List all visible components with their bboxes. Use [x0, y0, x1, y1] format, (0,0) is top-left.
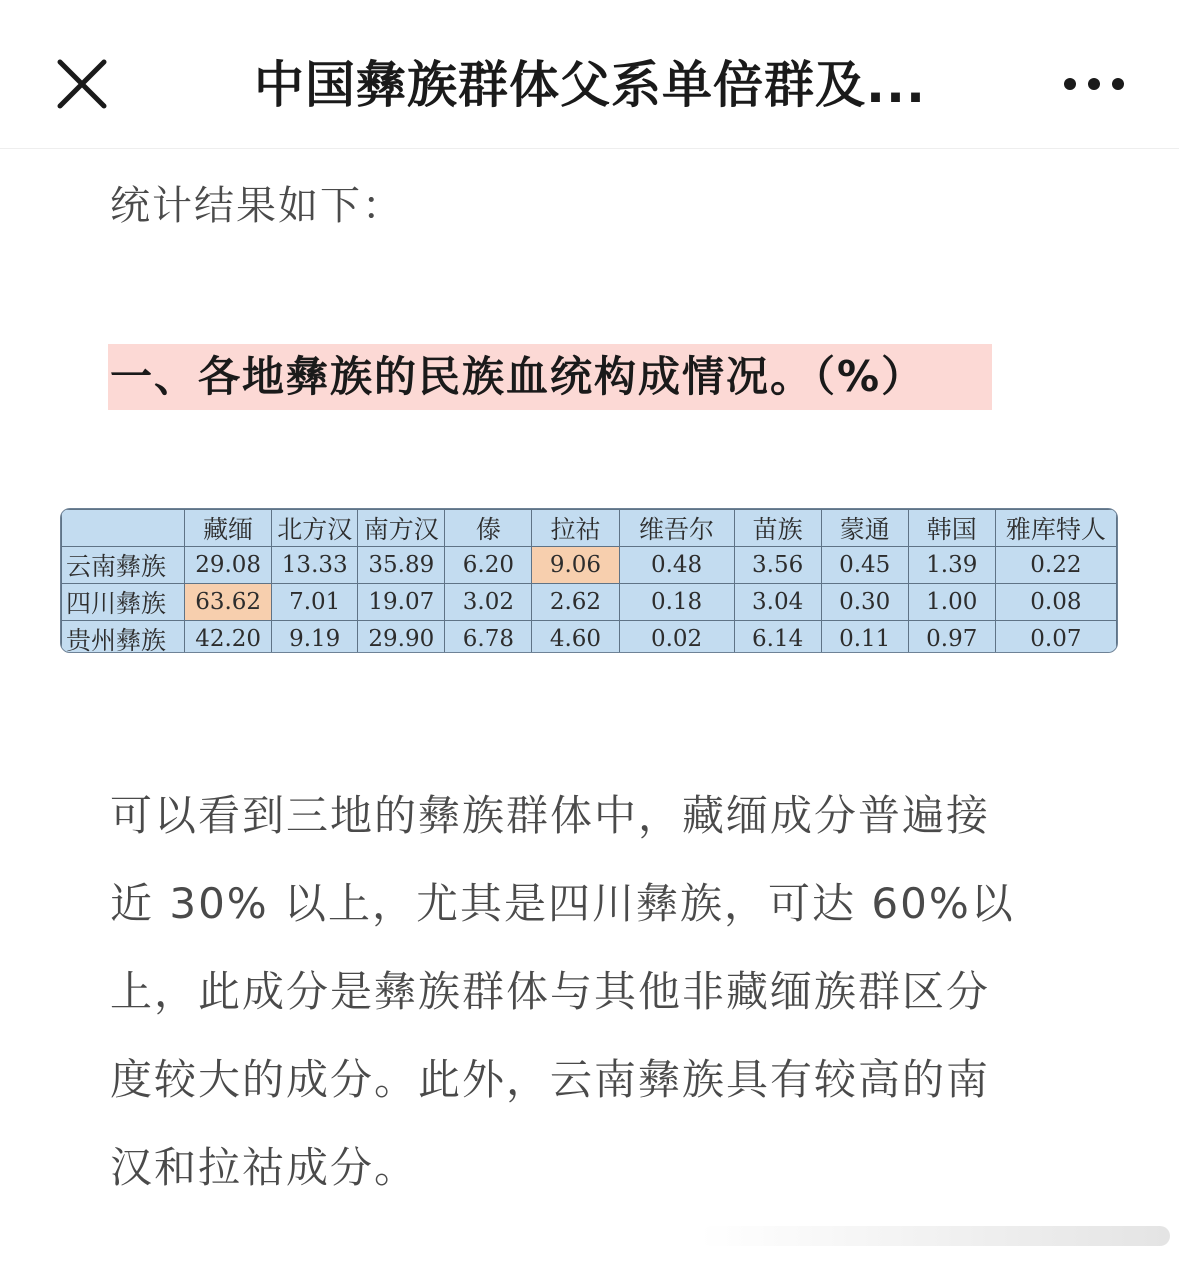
table-header-cell: 韩国: [908, 510, 995, 547]
table-header-cell: 北方汉: [272, 510, 358, 547]
paragraph-line: 可以看到三地的彝族群体中，藏缅成分普遍接: [110, 791, 991, 840]
intro-text: 统计结果如下：: [110, 183, 404, 229]
highlighted-cell: 63.62: [185, 584, 272, 621]
table-cell: 0.45: [821, 547, 908, 584]
row-label: 云南彝族: [62, 547, 185, 584]
paragraph-line: 上，此成分是彝族群体与其他非藏缅族群区分: [110, 967, 991, 1016]
table-cell: 0.07: [995, 621, 1116, 654]
table-cell: 0.18: [619, 584, 734, 621]
close-icon: [50, 52, 114, 116]
watermark-strip: [700, 1226, 1170, 1246]
table-row: [62, 584, 1117, 621]
table-cell: 1.39: [908, 547, 995, 584]
table-cell: 9.19: [272, 621, 358, 654]
highlighted-cell: 9.06: [532, 547, 619, 584]
table-cell: 19.07: [358, 584, 445, 621]
table-cell: 6.14: [734, 621, 821, 654]
table-cell: 3.56: [734, 547, 821, 584]
table-header-cell: 雅库特人: [995, 510, 1116, 547]
table-header-cell: 苗族: [734, 510, 821, 547]
table-cell: 0.48: [619, 547, 734, 584]
table-header-cell: 拉祜: [532, 510, 619, 547]
table-row: [62, 547, 1117, 584]
table-cell: 2.62: [532, 584, 619, 621]
top-nav-bar: [0, 0, 1179, 149]
table-cell: 29.08: [185, 547, 272, 584]
paragraph-line: 近 30% 以上，尤其是四川彝族，可达 60%以: [110, 879, 1015, 928]
paragraph-line: 度较大的成分。此外，云南彝族具有较高的南: [110, 1055, 991, 1104]
table-row: [62, 621, 1117, 654]
table-header-cell: 藏缅: [185, 510, 272, 547]
row-label: 贵州彝族: [62, 621, 185, 654]
section-heading: [108, 344, 992, 410]
table-cell: 6.20: [445, 547, 532, 584]
table-cell: 42.20: [185, 621, 272, 654]
ancestry-table-image[interactable]: [60, 508, 1118, 653]
table-header-cell: 南方汉: [358, 510, 445, 547]
table-cell: 0.11: [821, 621, 908, 654]
table-cell: 3.02: [445, 584, 532, 621]
table-header-row: [62, 510, 1117, 547]
more-button[interactable]: [1058, 66, 1130, 102]
table-header-cell: 傣: [445, 510, 532, 547]
table-cell: 35.89: [358, 547, 445, 584]
table-cell: 6.78: [445, 621, 532, 654]
table-cell: 0.30: [821, 584, 908, 621]
table-cell: 0.08: [995, 584, 1116, 621]
table-cell: 1.00: [908, 584, 995, 621]
close-button[interactable]: [50, 52, 114, 116]
table-cell: 0.22: [995, 547, 1116, 584]
table-cell: 4.60: [532, 621, 619, 654]
table-cell: 0.97: [908, 621, 995, 654]
body-paragraph: [110, 772, 1060, 1212]
page-title: 中国彝族群体父系单倍群及...: [254, 56, 926, 114]
table-header-cell: 维吾尔: [619, 510, 734, 547]
table-header-cell: 蒙通: [821, 510, 908, 547]
section-heading-text: 一、各地彝族的民族血统构成情况。（%）: [110, 352, 926, 401]
table-cell: 7.01: [272, 584, 358, 621]
paragraph-line: 汉和拉祜成分。: [110, 1143, 419, 1192]
table-cell: 29.90: [358, 621, 445, 654]
table-header-cell: [62, 510, 185, 547]
table-cell: 3.04: [734, 584, 821, 621]
row-label: 四川彝族: [62, 584, 185, 621]
more-dots-icon: [1058, 66, 1130, 102]
ancestry-table: [61, 509, 1117, 653]
table-cell: 0.02: [619, 621, 734, 654]
table-cell: 13.33: [272, 547, 358, 584]
